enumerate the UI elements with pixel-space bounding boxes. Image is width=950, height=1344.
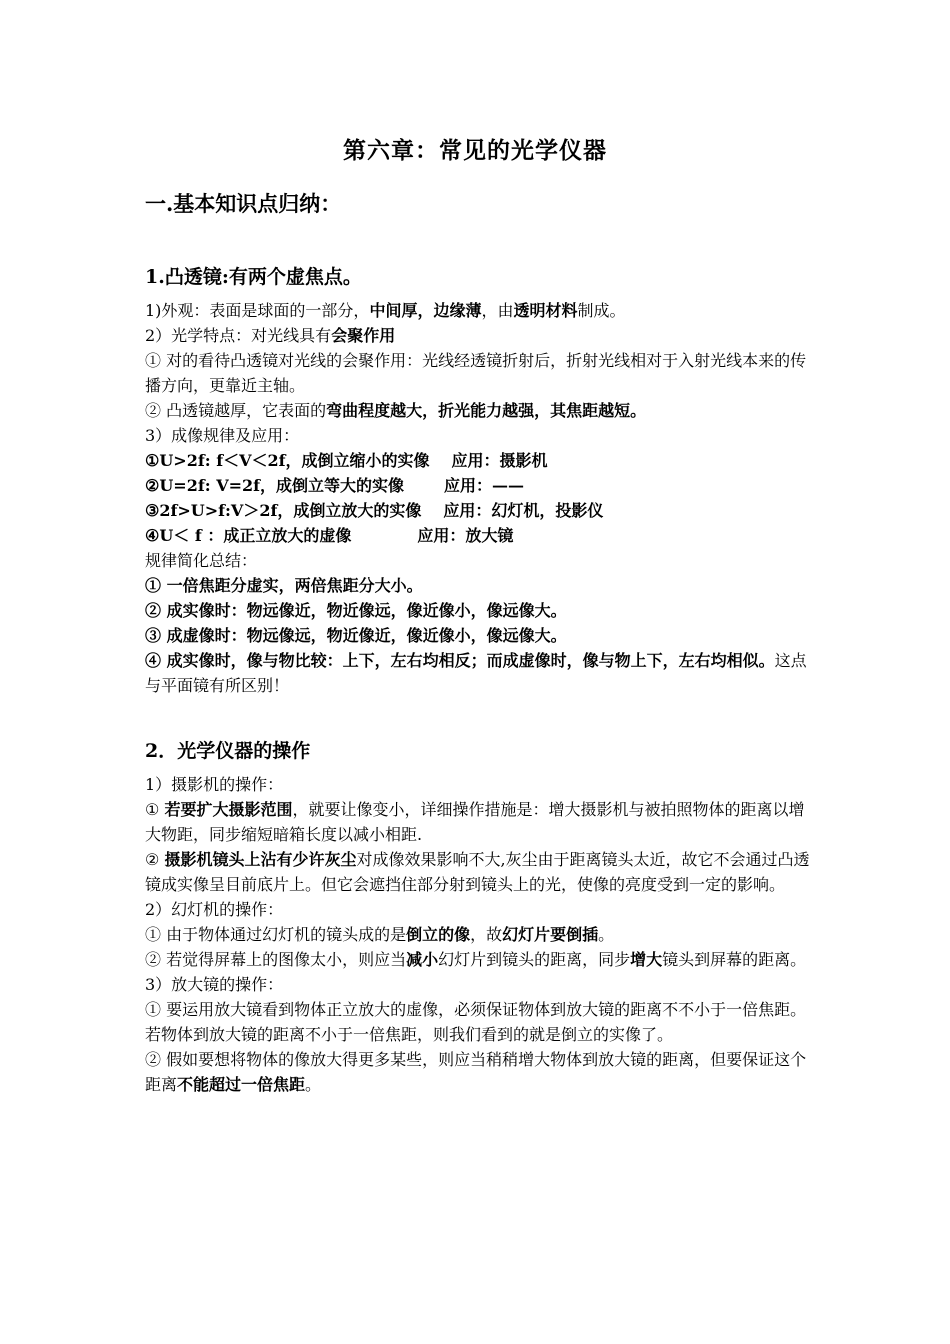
camera-op-1: ① 若要扩大摄影范围，就要让像变小，详细操作措施是：增大摄影机与被拍照物体的距离以增大物距，同步缩短暗箱长度以减小相距. <box>145 800 805 844</box>
converging-explanation: ① 对的看待凸透镜对光线的会聚作用：光线经透镜折射后，折射光线相对于入射光线本来的传播方向，更靠近主轴。 <box>145 351 807 395</box>
heading-optical-instrument-ops: 2．光学仪器的操作 <box>145 740 311 762</box>
camera-ops-heading: 1）摄影机的操作： <box>145 775 284 794</box>
magnifier-ops-heading: 3）放大镜的操作： <box>145 975 284 994</box>
convex-lens-body <box>145 298 815 698</box>
imaging-rules-heading: 3）成像规律及应用： <box>145 426 300 445</box>
operations-body <box>145 772 815 1097</box>
appearance-line: 1)外观：表面是球面的一部分，中间厚，边缘薄，由透明材料制成。 <box>145 301 626 320</box>
camera-op-2: ② 摄影机镜头上沾有少许灰尘对成像效果影响不大,灰尘由于距离镜头太近，故它不会通过凸透镜成实像呈目前底片上。但它会遮挡住部分射到镜头上的光，使像的亮度受到一定的影响。 <box>145 850 810 894</box>
thickness-line: ② 凸透镜越厚，它表面的弯曲程度越大，折光能力越强，其焦距越短。 <box>145 401 647 420</box>
projector-ops-heading: 2）幻灯机的操作： <box>145 900 284 919</box>
summary-item-2: ② 成实像时：物远像近，物近像远，像近像小，像远像大。 <box>145 601 567 620</box>
imaging-rule-2: ②U=2f: V=2f，成倒立等大的实像 应用：—— <box>145 476 525 495</box>
magnifier-op-2: ② 假如要想将物体的像放大得更多某些，则应当稍稍增大物体到放大镜的距离，但要保证这个距离不能超过一倍焦距。 <box>145 1050 807 1094</box>
summary-heading: 规律简化总结： <box>145 551 258 570</box>
imaging-rule-4: ④U＜ f ：成正立放大的虚像 应用：放大镜 <box>145 526 514 545</box>
summary-item-3: ③ 成虚像时：物远像远，物近像近，像近像小，像远像大。 <box>145 626 567 645</box>
section-heading-basics: 一.基本知识点归纳： <box>145 191 342 216</box>
imaging-rule-1: ①U>2f: f＜V＜2f，成倒立缩小的实像 应用：摄影机 <box>145 451 548 470</box>
magnifier-op-1: ① 要运用放大镜看到物体正立放大的虚像，必须保证物体到放大镜的距离不不小于一倍焦距。若物体到放大镜的距离不小于一倍焦距，则我们看到的就是倒立的实像了。 <box>145 1000 807 1044</box>
optical-feature-line: 2）光学特点：对光线具有会聚作用 <box>145 326 396 345</box>
summary-item-1: ① 一倍焦距分虚实，两倍焦距分大小。 <box>145 576 423 595</box>
heading-convex-lens: 1.凸透镜:有两个虚焦点。 <box>145 266 362 288</box>
imaging-rule-3: ③2f>U>f:V＞2f，成倒立放大的实像 应用：幻灯机，投影仪 <box>145 501 604 520</box>
page-title: 第六章：常见的光学仪器 <box>343 137 607 164</box>
summary-item-4: ④ 成实像时，像与物比较：上下，左右均相反；而成虚像时，像与物上下，左右均相似。这点与平面镜有所区别！ <box>145 651 807 695</box>
projector-op-2: ② 若觉得屏幕上的图像太小，则应当减小幻灯片到镜头的距离，同步增大镜头到屏幕的距离。 <box>145 950 807 969</box>
projector-op-1: ① 由于物体通过幻灯机的镜头成的是倒立的像，故幻灯片要倒插。 <box>145 925 615 944</box>
